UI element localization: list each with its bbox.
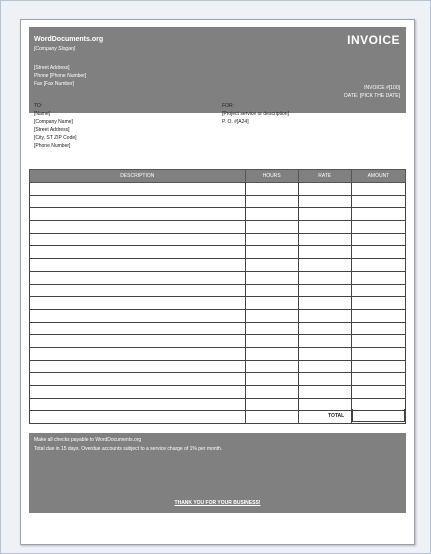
rate-cell[interactable] bbox=[298, 322, 351, 335]
for-po-number: P. O. #[A24] bbox=[222, 119, 249, 125]
hours-cell[interactable] bbox=[245, 284, 298, 297]
total-label: TOTAL bbox=[328, 413, 345, 419]
rate-cell[interactable] bbox=[298, 386, 351, 399]
fax-number: Fax [Fax Number] bbox=[34, 81, 75, 87]
to-city: [City, ST ZIP Code] bbox=[34, 135, 77, 141]
description-cell[interactable] bbox=[30, 373, 246, 386]
rate-cell[interactable] bbox=[298, 246, 351, 259]
table-row bbox=[30, 233, 406, 246]
rate-cell[interactable] bbox=[298, 195, 351, 208]
total-amount-cell[interactable] bbox=[352, 409, 405, 422]
hours-cell[interactable] bbox=[245, 309, 298, 322]
description-cell[interactable] bbox=[30, 322, 246, 335]
col-description: DESCRIPTION bbox=[30, 170, 246, 183]
amount-cell[interactable] bbox=[351, 259, 405, 272]
company-address bbox=[34, 64, 86, 88]
col-rate: RATE bbox=[298, 170, 351, 183]
amount-cell[interactable] bbox=[351, 309, 405, 322]
rate-cell[interactable] bbox=[298, 373, 351, 386]
to-street: [Street Address] bbox=[34, 127, 70, 133]
description-cell[interactable] bbox=[30, 347, 246, 360]
table-row bbox=[30, 373, 406, 386]
table-row bbox=[30, 195, 406, 208]
table-row bbox=[30, 259, 406, 272]
amount-cell[interactable] bbox=[351, 322, 405, 335]
hours-cell[interactable] bbox=[245, 259, 298, 272]
hours-cell[interactable] bbox=[245, 373, 298, 386]
invoice-date: DATE: [PICK THE DATE] bbox=[344, 93, 400, 99]
footer-banner bbox=[29, 433, 406, 513]
description-cell[interactable] bbox=[30, 183, 246, 196]
table-row bbox=[30, 335, 406, 348]
table-header-row bbox=[30, 170, 406, 183]
rate-cell[interactable] bbox=[298, 360, 351, 373]
for-block bbox=[222, 102, 289, 126]
for-project: [Project service or description] bbox=[222, 111, 289, 117]
description-cell[interactable] bbox=[30, 259, 246, 272]
hours-cell[interactable] bbox=[245, 347, 298, 360]
table-row bbox=[30, 284, 406, 297]
header-banner bbox=[29, 27, 406, 113]
description-cell[interactable] bbox=[30, 297, 246, 310]
table-row bbox=[30, 183, 406, 196]
description-cell[interactable] bbox=[30, 309, 246, 322]
invoice-title: INVOICE bbox=[347, 33, 400, 47]
hours-cell[interactable] bbox=[245, 233, 298, 246]
hours-cell[interactable] bbox=[245, 322, 298, 335]
amount-cell[interactable] bbox=[351, 373, 405, 386]
rate-cell[interactable] bbox=[298, 297, 351, 310]
col-hours: HOURS bbox=[245, 170, 298, 183]
amount-cell[interactable] bbox=[351, 233, 405, 246]
table-row bbox=[30, 322, 406, 335]
description-cell[interactable] bbox=[30, 335, 246, 348]
to-phone: [Phone Number] bbox=[34, 143, 71, 149]
bill-to-block bbox=[34, 102, 77, 150]
to-label: TO: bbox=[34, 103, 43, 109]
line-items-table bbox=[29, 169, 406, 424]
thank-you-message: THANK YOU FOR YOUR BUSINESS! bbox=[174, 500, 261, 506]
table-row bbox=[30, 271, 406, 284]
payment-note: Make all checks payable to WordDocuments.org bbox=[34, 437, 142, 443]
hours-cell[interactable] bbox=[245, 183, 298, 196]
hours-cell[interactable] bbox=[245, 360, 298, 373]
invoice-page bbox=[20, 19, 415, 545]
amount-cell[interactable] bbox=[351, 347, 405, 360]
table-row bbox=[30, 347, 406, 360]
description-cell[interactable] bbox=[30, 208, 246, 221]
hours-cell[interactable] bbox=[245, 297, 298, 310]
company-slogan: [Company Slogan] bbox=[34, 46, 76, 52]
amount-cell[interactable] bbox=[351, 208, 405, 221]
description-cell[interactable] bbox=[30, 386, 246, 399]
rate-cell[interactable] bbox=[298, 271, 351, 284]
phone-number: Phone [Phone Number] bbox=[34, 73, 87, 79]
table-row bbox=[30, 246, 406, 259]
hours-cell[interactable] bbox=[245, 195, 298, 208]
rate-cell[interactable] bbox=[298, 347, 351, 360]
amount-cell[interactable] bbox=[351, 386, 405, 399]
col-amount: AMOUNT bbox=[351, 170, 405, 183]
table-row bbox=[30, 309, 406, 322]
hours-cell[interactable] bbox=[245, 386, 298, 399]
table-row bbox=[30, 386, 406, 399]
invoice-number: INVOICE #[100] bbox=[364, 85, 400, 91]
description-cell[interactable] bbox=[30, 221, 246, 234]
amount-cell[interactable] bbox=[351, 271, 405, 284]
amount-cell[interactable] bbox=[351, 297, 405, 310]
amount-cell[interactable] bbox=[351, 195, 405, 208]
rate-cell[interactable] bbox=[298, 221, 351, 234]
invoice-meta bbox=[344, 84, 400, 100]
street-address: [Street Address] bbox=[34, 65, 70, 71]
hours-cell[interactable] bbox=[245, 335, 298, 348]
rate-cell[interactable] bbox=[298, 233, 351, 246]
rate-cell[interactable] bbox=[298, 183, 351, 196]
amount-cell[interactable] bbox=[351, 360, 405, 373]
description-cell[interactable] bbox=[30, 246, 246, 259]
rate-cell[interactable] bbox=[298, 208, 351, 221]
for-label: FOR: bbox=[222, 103, 234, 109]
table-row bbox=[30, 221, 406, 234]
to-company: [Company Name] bbox=[34, 119, 73, 125]
hours-cell[interactable] bbox=[245, 271, 298, 284]
amount-cell[interactable] bbox=[351, 284, 405, 297]
description-cell[interactable] bbox=[30, 195, 246, 208]
rate-cell[interactable] bbox=[298, 335, 351, 348]
hours-cell[interactable] bbox=[245, 221, 298, 234]
company-name: WordDocuments.org bbox=[34, 36, 104, 43]
amount-cell[interactable] bbox=[351, 246, 405, 259]
total-row bbox=[29, 409, 406, 423]
amount-cell[interactable] bbox=[351, 221, 405, 234]
table-row bbox=[30, 360, 406, 373]
rate-cell[interactable] bbox=[298, 284, 351, 297]
amount-cell[interactable] bbox=[351, 335, 405, 348]
rate-cell[interactable] bbox=[298, 309, 351, 322]
amount-cell[interactable] bbox=[351, 183, 405, 196]
hours-cell[interactable] bbox=[245, 208, 298, 221]
table-row bbox=[30, 208, 406, 221]
table-row bbox=[30, 297, 406, 310]
hours-cell[interactable] bbox=[245, 246, 298, 259]
terms-note: Total due in 15 days. Overdue accounts subject to a service charge of 1% per month. bbox=[34, 446, 223, 452]
description-cell[interactable] bbox=[30, 360, 246, 373]
description-cell[interactable] bbox=[30, 271, 246, 284]
description-cell[interactable] bbox=[30, 284, 246, 297]
description-cell[interactable] bbox=[30, 233, 246, 246]
rate-cell[interactable] bbox=[298, 259, 351, 272]
to-name: [Name] bbox=[34, 111, 51, 117]
